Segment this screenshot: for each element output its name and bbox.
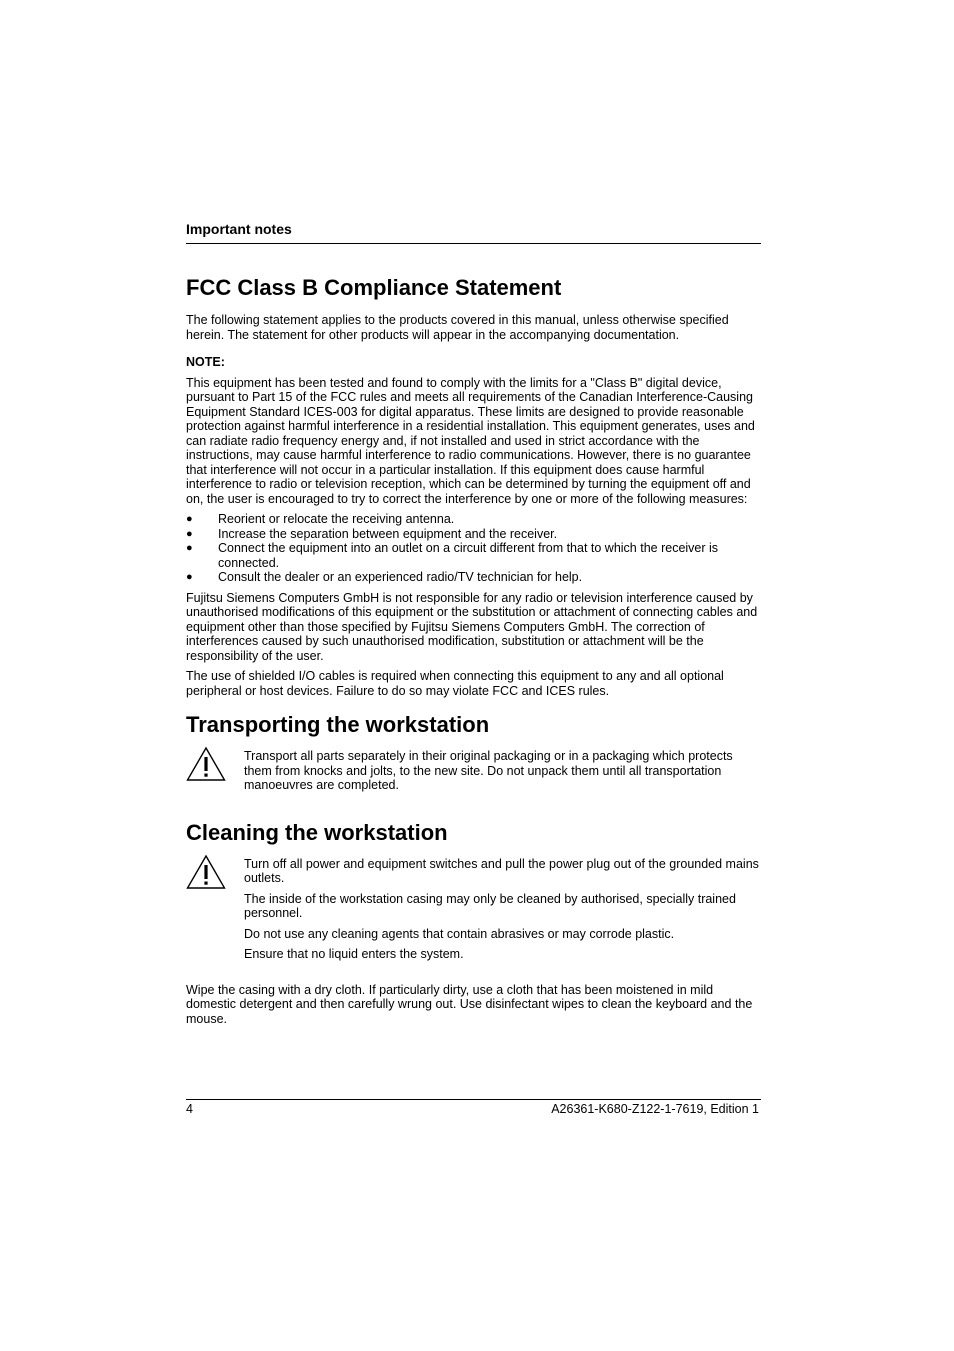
- document-id: A26361-K680-Z122-1-7619, Edition 1: [551, 1102, 759, 1116]
- list-item: [186, 512, 761, 527]
- bullet-icon: ●: [186, 571, 193, 583]
- fcc-cables-paragraph: The use of shielded I/O cables is required when connecting this equipment to any and all optional peripheral or host devices. Failure to do so may violate FCC and ICES rules.: [186, 669, 724, 698]
- page-footer: [186, 1099, 761, 1117]
- warning-triangle-icon: [186, 857, 244, 890]
- note-label: NOTE:: [186, 355, 225, 369]
- fcc-section-heading: FCC Class B Compliance Statement: [186, 275, 562, 300]
- cleaning-section-heading: Cleaning the workstation: [186, 819, 448, 845]
- fcc-responsibility-paragraph: Fujitsu Siemens Computers GmbH is not responsible for any radio or television interference caused by unauthorised modifications of this equipment or the substitution or attachment of connecting cables and equipment other than those specified by Fujitsu Siemens Computers GmbH. The correction of interferences caused by such unauthorised modification, substitution or attachment will be the responsibility of the user.: [186, 590, 758, 663]
- header-rule: [186, 243, 761, 244]
- list-item-text: Connect the equipment into an outlet on a circuit different from that to which the receiver is connected.: [218, 541, 719, 570]
- cleaning-caution-liquid: Ensure that no liquid enters the system.: [244, 947, 464, 961]
- bullet-icon: ●: [186, 527, 193, 540]
- list-item: [186, 527, 761, 542]
- fcc-intro-paragraph: The following statement applies to the products covered in this manual, unless otherwise specified herein. The statement for other products will appear in the accompanying documentation.: [186, 313, 729, 342]
- transport-caution-text: Transport all parts separately in their original packaging or in a packaging which protects them from knocks and jolts, to the new site. Do not unpack them until all transportation manoeuvres are completed.: [244, 749, 733, 792]
- transport-caution-block: [186, 749, 761, 799]
- running-header: Important notes: [186, 221, 292, 237]
- list-item-text: Increase the separation between equipment and the receiver.: [218, 526, 558, 541]
- list-item-text: Reorient or relocate the receiving antenna.: [218, 512, 455, 526]
- page-content: [186, 220, 761, 1032]
- transport-section-heading: Transporting the workstation: [186, 712, 490, 737]
- list-item-text: Consult the dealer or an experienced radio/TV technician for help.: [218, 570, 583, 584]
- bullet-icon: ●: [186, 542, 193, 554]
- list-item: [186, 570, 761, 585]
- cleaning-caution-agents: Do not use any cleaning agents that contain abrasives or may corrode plastic.: [244, 926, 675, 941]
- page-number: 4: [186, 1102, 193, 1116]
- fcc-note-paragraph: This equipment has been tested and found to comply with the limits for a "Class B" digital device, pursuant to Part 15 of the FCC rules and meets all requirements of the Canadian Interference-Causing Equipment Standard ICES-003 for digital apparatus. These limits are designed to provide reasonable protection against harmful interference in a residential installation. This equipment generates, uses and can radiate radio frequency energy and, if not installed and used in strict accordance with the instructions, may cause harmful interference to radio communications. However, there is no guarantee that interference will not occur in a particular installation. If this equipment does cause harmful interference to radio or television reception, which can be determined by turning the equipment off and on, the user is encouraged to try to correct the interference by one or more of the following measures:: [186, 375, 755, 506]
- bullet-icon: ●: [186, 513, 193, 525]
- warning-triangle-icon: [186, 749, 244, 782]
- footer-rule: [186, 1099, 761, 1100]
- cleaning-caution-block: [186, 857, 761, 968]
- list-item: [186, 541, 761, 570]
- cleaning-instructions-paragraph: Wipe the casing with a dry cloth. If particularly dirty, use a cloth that has been moistened in mild domestic detergent and then carefully wrung out. Use disinfectant wipes to clean the keyboard and the mouse.: [186, 982, 753, 1026]
- cleaning-caution-power: Turn off all power and equipment switches and pull the power plug out of the grounded mains outlets.: [244, 856, 759, 885]
- cleaning-caution-personnel: The inside of the workstation casing may only be cleaned by authorised, specially trained personnel.: [244, 891, 736, 920]
- interference-measures-list: [186, 512, 761, 585]
